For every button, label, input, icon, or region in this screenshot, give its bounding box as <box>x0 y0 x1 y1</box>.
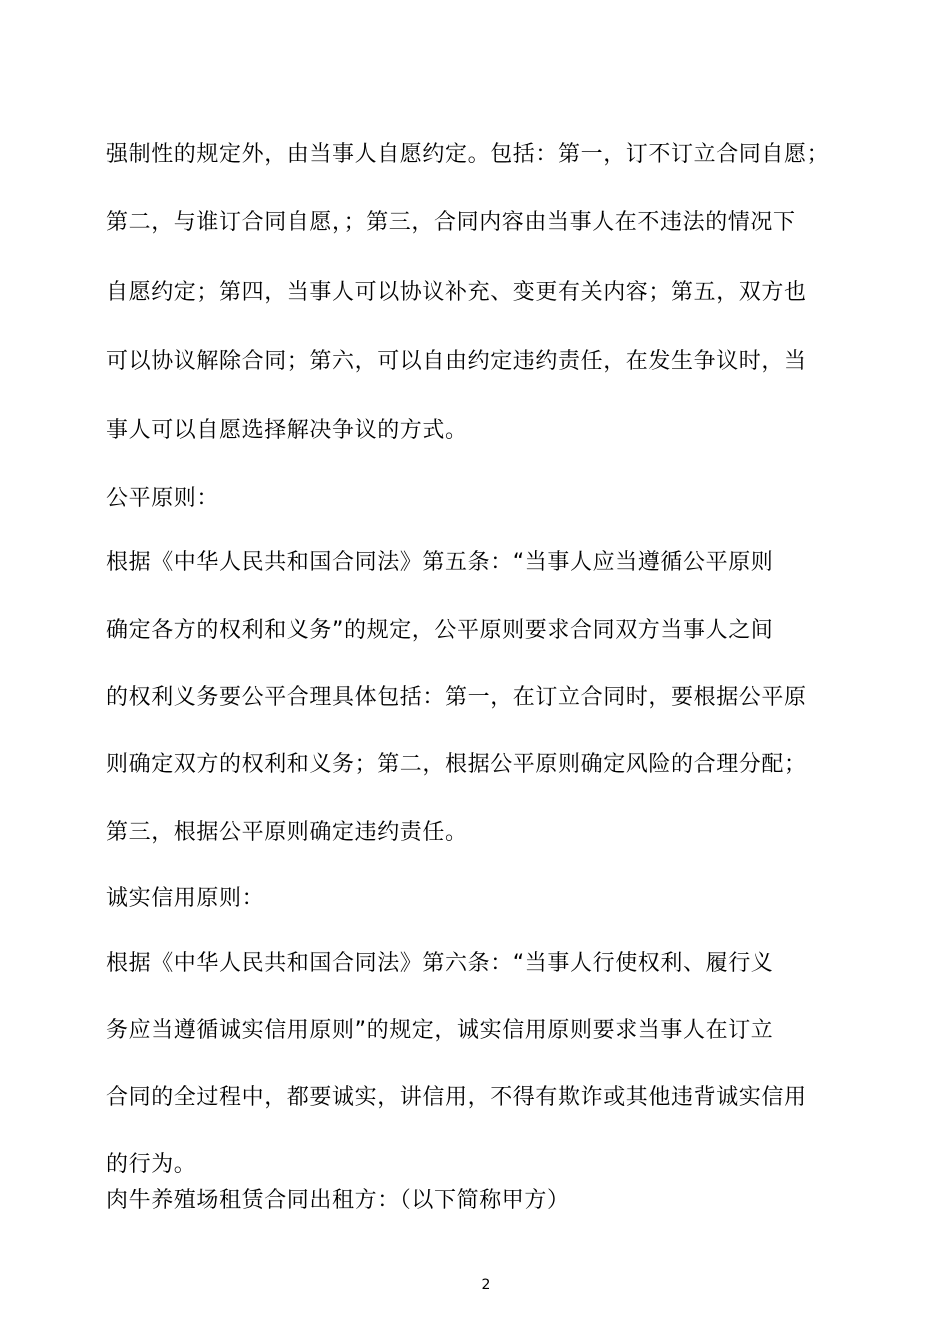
section-heading: 公平原则： <box>106 486 220 511</box>
paragraph-line: 的行为。 <box>106 1152 197 1177</box>
paragraph-line: 确定各方的权利和义务”的规定，公平原则要求合同双方当事人之间 <box>106 618 774 643</box>
contract-title-line: 肉牛养殖场租赁合同出租方：（以下简称甲方） <box>106 1188 570 1213</box>
paragraph-line: 合同的全过程中，都要诚实，讲信用，不得有欺诈或其他违背诚实信用 <box>106 1085 807 1110</box>
paragraph-line: 根据《中华人民共和国合同法》第六条：“当事人行使权利、履行义 <box>106 951 774 976</box>
paragraph-line: 第三，根据公平原则确定违约责任。 <box>106 820 468 845</box>
paragraph-line: 务应当遵循诚实信用原则”的规定，诚实信用原则要求当事人在订立 <box>106 1018 774 1043</box>
paragraph-line: 事人可以自愿选择解决争议的方式。 <box>106 418 468 443</box>
paragraph-line: 的权利义务要公平合理具体包括：第一，在订立合同时，要根据公平原 <box>106 685 807 710</box>
page-number: 2 <box>481 1277 491 1293</box>
paragraph-line: 根据《中华人民共和国合同法》第五条：“当事人应当遵循公平原则 <box>106 550 774 575</box>
paragraph-line: 则确定双方的权利和义务；第二，根据公平原则确定风险的合理分配； <box>106 752 807 777</box>
paragraph-line: 第二，与谁订合同自愿，；第三，合同内容由当事人在不违法的情况下 <box>106 210 796 235</box>
section-heading: 诚实信用原则： <box>106 886 265 911</box>
paragraph-line: 可以协议解除合同；第六，可以自由约定违约责任，在发生争议时，当 <box>106 349 807 374</box>
paragraph-line: 自愿约定；第四，当事人可以协议补充、变更有关内容；第五，双方也 <box>106 280 807 305</box>
paragraph-line: 强制性的规定外，由当事人自愿约定。包括：第一，订不订立合同自愿； <box>106 142 830 167</box>
